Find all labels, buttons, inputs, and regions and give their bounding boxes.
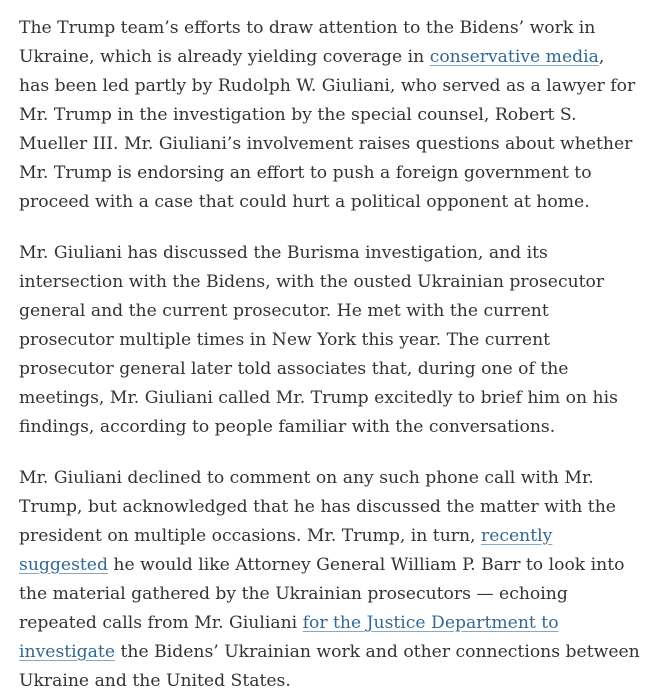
inline-link[interactable]: for the Justice Department to <box>302 613 559 633</box>
text-segment: , <box>598 47 605 67</box>
paragraph-line <box>19 384 645 413</box>
paragraph-line <box>19 101 645 130</box>
paragraph-line <box>19 43 645 72</box>
text-segment: prosecutor multiple times in New York this year. The current <box>19 330 551 350</box>
text-segment: The Trump team’s efforts to draw attention to the Bidens’ work in <box>19 18 596 38</box>
text-segment: the Bidens’ Ukrainian work and other connections between <box>115 642 640 662</box>
paragraph-line <box>19 464 645 493</box>
text-segment: he would like Attorney General William P. Barr to look into <box>107 555 625 575</box>
text-segment: meetings, Mr. Giuliani called Mr. Trump excitedly to brief him on his <box>19 388 618 408</box>
text-segment: findings, according to people familiar with the conversations. <box>19 417 556 437</box>
text-segment: has been led partly by Rudolph W. Giuliani, who served as a lawyer for <box>19 76 636 96</box>
paragraph-line <box>19 14 645 43</box>
text-segment: intersection with the Bidens, with the ousted Ukrainian prosecutor <box>19 272 605 292</box>
text-segment: Mueller III. Mr. Giuliani’s involvement raises questions about whether <box>19 134 633 154</box>
paragraph-line <box>19 72 645 101</box>
text-segment: general and the current prosecutor. He met with the current <box>19 301 549 321</box>
article-paragraph <box>19 239 645 442</box>
text-segment: president on multiple occasions. Mr. Trump, in turn, <box>19 526 481 546</box>
article-paragraph <box>19 14 645 217</box>
text-segment: prosecutor general later told associates that, during one of the <box>19 359 569 379</box>
inline-link[interactable]: investigate <box>19 642 115 662</box>
inline-link[interactable]: recently <box>480 526 553 546</box>
article-paragraph <box>19 464 645 696</box>
paragraph-line <box>19 638 645 667</box>
paragraph-line <box>19 239 645 268</box>
paragraph-line <box>19 297 645 326</box>
paragraph-line <box>19 493 645 522</box>
text-segment: Trump, but acknowledged that he has discussed the matter with the <box>19 497 616 517</box>
inline-link[interactable]: suggested <box>19 555 108 575</box>
text-segment: repeated calls from Mr. Giuliani <box>19 613 303 633</box>
text-segment: Ukraine, which is already yielding coverage in <box>19 47 430 67</box>
paragraph-line <box>19 326 645 355</box>
text-segment: Mr. Trump is endorsing an effort to push a foreign government to <box>19 163 592 183</box>
text-segment: Ukraine and the United States. <box>19 671 291 691</box>
paragraph-line <box>19 159 645 188</box>
text-segment: proceed with a case that could hurt a political opponent at home. <box>19 192 590 212</box>
paragraph-line <box>19 268 645 297</box>
paragraph-line <box>19 551 645 580</box>
paragraph-line <box>19 580 645 609</box>
paragraph-line <box>19 667 645 696</box>
text-segment: Mr. Giuliani declined to comment on any such phone call with Mr. <box>19 468 594 488</box>
paragraph-line <box>19 609 645 638</box>
inline-link[interactable]: conservative media <box>429 47 599 67</box>
text-segment: the material gathered by the Ukrainian prosecutors — echoing <box>19 584 568 604</box>
paragraph-line <box>19 188 645 217</box>
article-paragraphs <box>19 14 645 696</box>
paragraph-line <box>19 522 645 551</box>
paragraph-line <box>19 130 645 159</box>
paragraph-line <box>19 355 645 384</box>
text-segment: Mr. Trump in the investigation by the special counsel, Robert S. <box>19 105 577 125</box>
text-segment: Mr. Giuliani has discussed the Burisma investigation, and its <box>19 243 548 263</box>
paragraph-line <box>19 413 645 442</box>
